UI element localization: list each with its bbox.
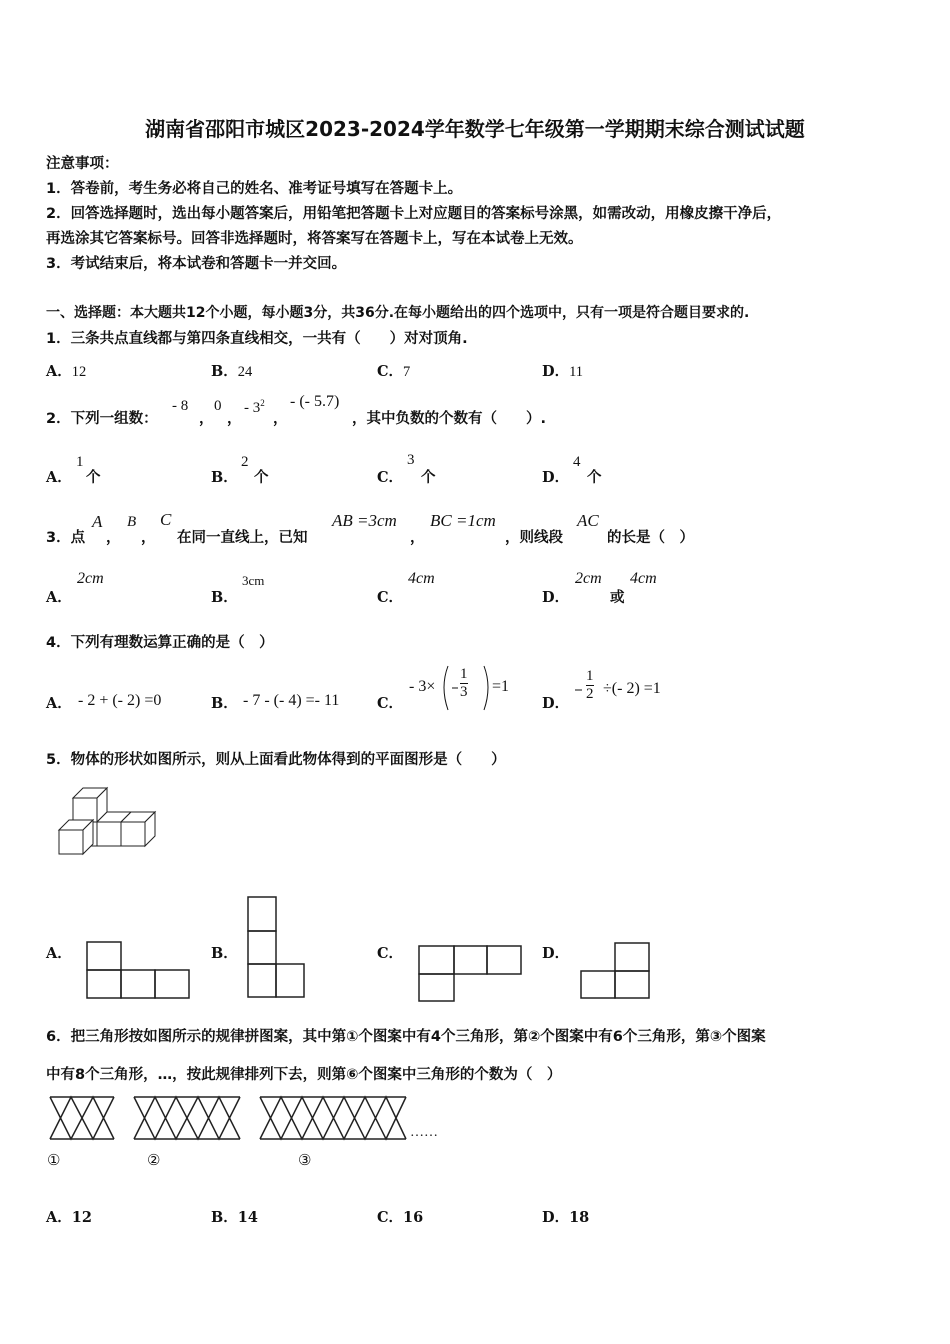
q2-option-d: D． (542, 469, 570, 486)
option-label: A． (46, 363, 72, 380)
q2-a-unit: 个 (86, 470, 101, 486)
q2-post: ，其中负数的个数有（ ）. (352, 411, 547, 427)
q3-mid: 在同一直线上，已知 (177, 530, 308, 546)
q6-option-c (377, 1206, 423, 1227)
q4-b-val: - 7 - (- 4) =- 11 (243, 692, 340, 709)
q2-d-val: 4 (573, 454, 581, 470)
q3-option-b: B． (211, 589, 238, 606)
q6-stem-1: 6．把三角形按如图所示的规律拼图案，其中第①个图案中有4个三角形，第②个图案中有6个三角形，第③个图案 (46, 1029, 766, 1045)
q5-b-figure (246, 895, 306, 1000)
note-3: 3．考试结束后，将本试卷和答题卡一并交回。 (46, 256, 347, 272)
q2-c-val: 3 (407, 452, 415, 468)
q1-option-b (211, 360, 252, 381)
option-label: D． (542, 1209, 570, 1226)
option-label: A． (46, 1209, 72, 1226)
q6-option-d (542, 1206, 589, 1227)
q4-d-den: 2 (586, 686, 594, 702)
q2-num-3-base: - 3 (244, 400, 261, 416)
q2-num-3-exp: 2 (260, 398, 265, 408)
option-value: 12 (71, 1209, 92, 1226)
q3-d-val-2: 4cm (630, 570, 657, 587)
notes-heading: 注意事项： (46, 156, 119, 172)
q3-a-val: 2cm (77, 570, 104, 587)
q3-point-c: C (160, 510, 172, 529)
option-label: D． (542, 363, 570, 380)
q2-num-3 (244, 398, 265, 417)
q6-label-3: ③ (298, 1153, 312, 1169)
q6-option-a (46, 1206, 92, 1227)
q3-comma-2: ， (141, 530, 156, 546)
option-value: 7 (403, 364, 411, 380)
note-1: 1．答卷前，考生务必将自己的姓名、准考证号填写在答题卡上。 (46, 181, 463, 197)
q3-c-val: 4cm (408, 570, 435, 587)
q1-option-c (377, 360, 410, 381)
option-value: 14 (237, 1209, 258, 1226)
q4-option-d: D． (542, 695, 570, 712)
section-heading: 一、选择题：本大题共12个小题，每小题3分，共36分.在每小题给出的四个选项中，只有一项是符合题目要求的. (46, 305, 750, 321)
q5-option-a: A． (46, 945, 72, 962)
q4-c-den: 3 (460, 684, 468, 700)
q3-ac: AC (577, 511, 599, 530)
q5-d-figure (579, 941, 653, 1001)
q4-d-fraction (586, 668, 594, 703)
q6-stem-2: 中有8个三角形，…，按此规律排列下去，则第⑥个图案中三角形的个数为（ ） (46, 1067, 562, 1083)
q4-c-num: 1 (460, 666, 468, 682)
option-value: 18 (569, 1209, 590, 1226)
q4-c-post: =1 (492, 678, 510, 695)
q6-option-b (211, 1206, 258, 1227)
q3-d-val-1: 2cm (575, 570, 602, 587)
page-title: 湖南省邵阳市城区2023-2024学年数学七年级第一学期期末综合测试试题 (145, 117, 805, 141)
q4-d-post: ÷(- 2) =1 (603, 680, 661, 697)
q4-option-c: C． (377, 695, 404, 712)
q2-comma-3: ， (273, 411, 288, 427)
q1-option-a (46, 360, 86, 381)
option-value: 24 (237, 364, 253, 380)
q3-post: 的长是（ ） (607, 530, 694, 546)
q2-option-a: A． (46, 469, 72, 486)
q5-option-b: B． (211, 945, 238, 962)
q4-a-val: - 2 + (- 2) =0 (78, 692, 162, 709)
q2-option-b: B． (211, 469, 238, 486)
q2-pre: 2．下列一组数： (46, 411, 158, 427)
note-2a: 2．回答选择题时，选出每小题答案后，用铅笔把答题卡上对应题目的答案标号涂黑，如需改动，用橡皮擦干净后， (46, 206, 782, 222)
q1-option-d (542, 360, 583, 381)
q5-option-c: C． (377, 945, 404, 962)
q5-option-d: D． (542, 945, 570, 962)
q2-d-unit: 个 (587, 470, 602, 486)
q2-option-c: C． (377, 469, 404, 486)
option-value: 11 (569, 364, 584, 380)
q3-d-or: 或 (610, 590, 625, 606)
q4-d-num: 1 (586, 668, 594, 684)
q3-ab: AB =3cm (332, 511, 397, 530)
option-value: 16 (403, 1209, 424, 1226)
q2-a-val: 1 (76, 454, 84, 470)
q3-option-c: C． (377, 589, 404, 606)
q6-label-1: ① (47, 1153, 61, 1169)
q1-stem: 1．三条共点直线都与第四条直线相交，一共有（ ）对对顶角. (46, 331, 468, 347)
option-label: C． (377, 1209, 404, 1226)
q3-comma-3: ， (410, 530, 425, 546)
q4-c-parentheses (440, 664, 500, 714)
q4-option-a: A． (46, 695, 72, 712)
q6-ellipsis: …… (410, 1125, 438, 1140)
q5-stem: 5．物体的形状如图所示，则从上面看此物体得到的平面图形是（ ） (46, 752, 506, 768)
q2-comma-2: ， (227, 411, 242, 427)
q3-option-d: D． (542, 589, 570, 606)
option-label: B． (211, 1209, 238, 1226)
q4-c-pre: - 3× (409, 678, 436, 695)
q4-option-b: B． (211, 695, 238, 712)
option-value: 12 (71, 364, 87, 380)
q3-then: ，则线段 (505, 530, 563, 546)
q3-b-val: 3cm (242, 573, 265, 588)
q3-point-b: B (127, 514, 137, 530)
q2-num-1: - 8 (172, 398, 189, 414)
q2-c-unit: 个 (421, 470, 436, 486)
q3-point-a: A (92, 512, 103, 531)
q2-num-4: - (- 5.7) (290, 393, 340, 410)
q6-triangle-patterns (48, 1095, 448, 1143)
q2-b-val: 2 (241, 454, 249, 470)
q4-stem: 4．下列有理数运算正确的是（ ） (46, 635, 274, 651)
q2-b-unit: 个 (254, 470, 269, 486)
q2-num-2: 0 (214, 398, 222, 414)
q3-bc: BC =1cm (430, 511, 496, 530)
q5-solid-figure (54, 783, 164, 858)
q3-comma-1: ， (106, 530, 121, 546)
q5-a-figure (85, 940, 191, 1000)
q4-d-minus (575, 688, 585, 692)
q5-c-figure (417, 944, 525, 1004)
option-label: C． (377, 363, 404, 380)
q2-comma-1: ， (199, 411, 214, 427)
q4-c-fraction (460, 666, 468, 701)
q6-label-2: ② (147, 1153, 161, 1169)
option-label: B． (211, 363, 238, 380)
note-2b: 再选涂其它答案标号。回答非选择题时，将答案写在答题卡上，写在本试卷上无效。 (46, 231, 583, 247)
q3-pre: 3．点 (46, 530, 86, 546)
q3-option-a: A． (46, 589, 72, 606)
